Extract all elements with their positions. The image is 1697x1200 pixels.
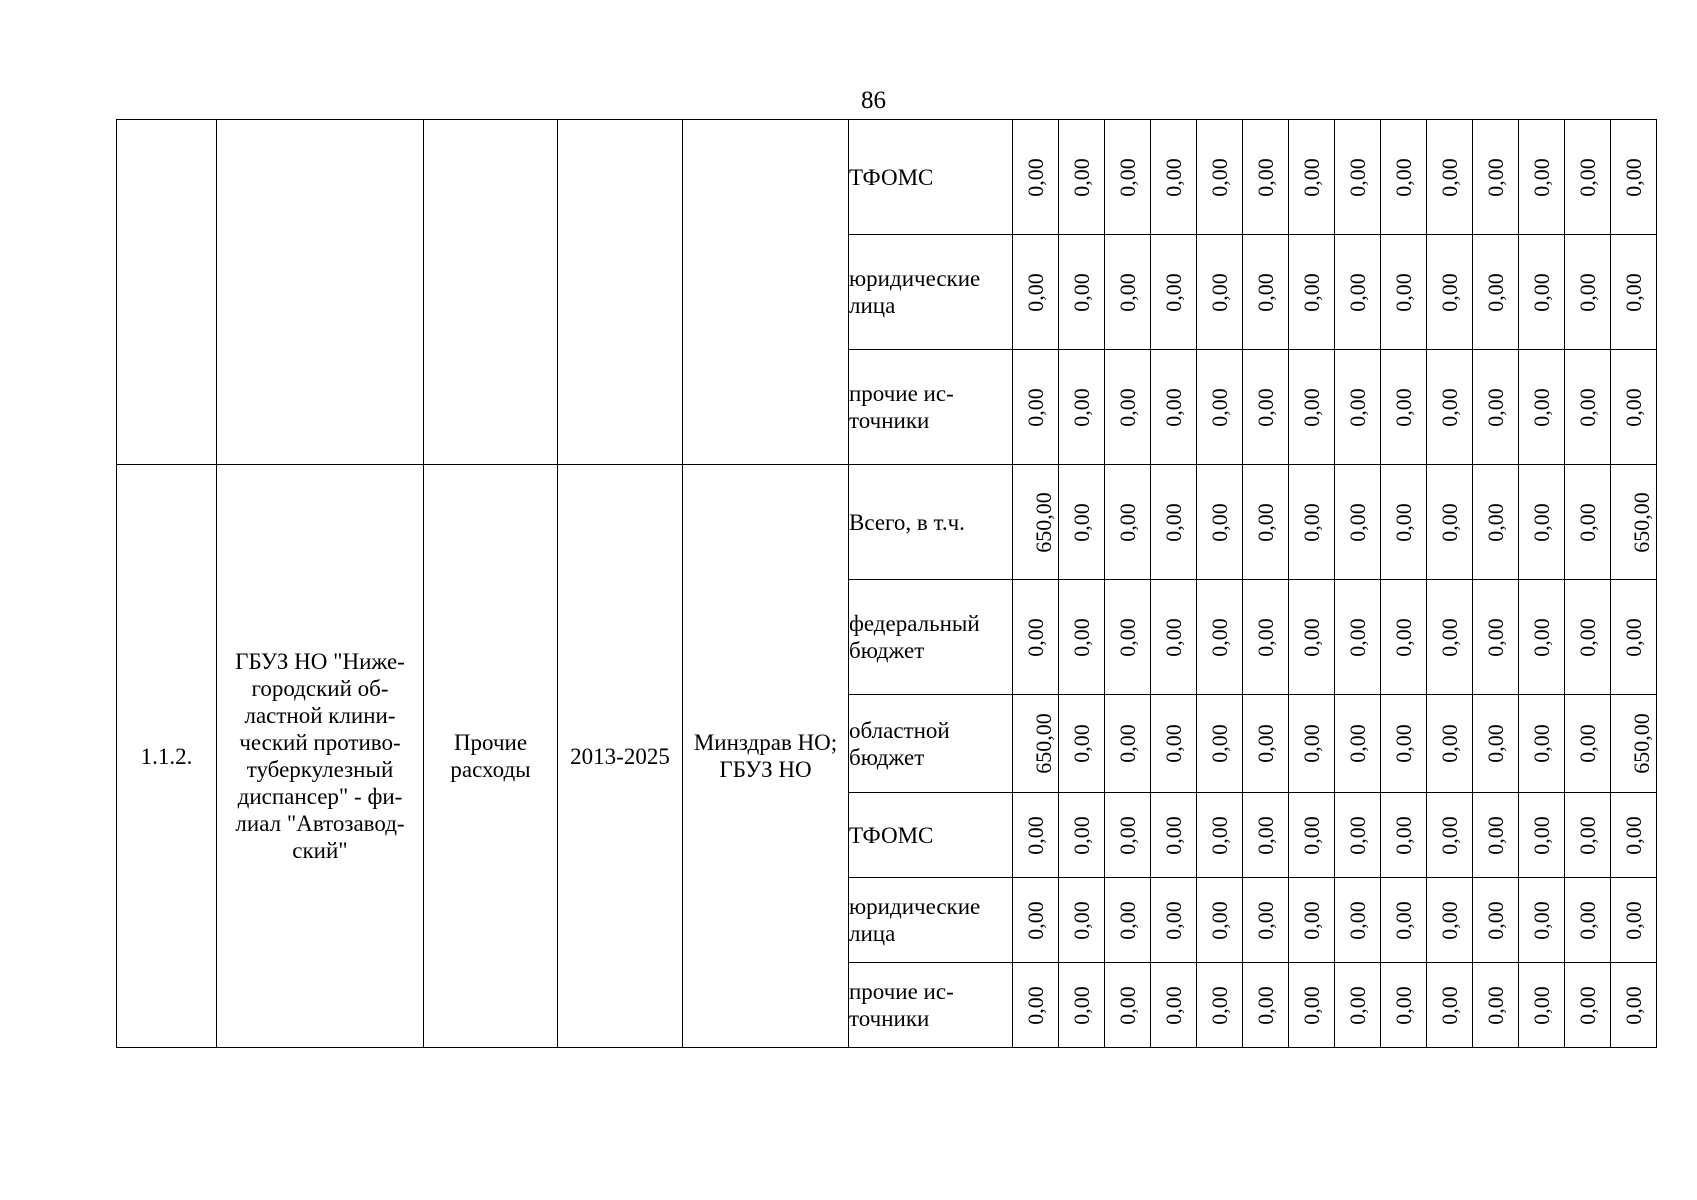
amount-value: 0,00 xyxy=(1621,617,1646,657)
amount-cell xyxy=(1105,350,1151,465)
amount-cell xyxy=(1565,580,1611,695)
amount-cell xyxy=(1381,350,1427,465)
executor-cell: Минздрав НО; ГБУЗ НО xyxy=(683,465,849,1048)
amount-value: 0,00 xyxy=(1299,900,1324,940)
amount-value: 0,00 xyxy=(1437,272,1462,312)
amount-cell xyxy=(1611,350,1657,465)
amount-value: 0,00 xyxy=(1299,985,1324,1025)
amount-cell xyxy=(1519,465,1565,580)
amount-cell xyxy=(1427,350,1473,465)
amount-cell xyxy=(1335,465,1381,580)
amount-cell xyxy=(1473,120,1519,235)
amount-value: 0,00 xyxy=(1437,157,1462,197)
amount-value: 0,00 xyxy=(1391,502,1416,542)
amount-cell xyxy=(1335,350,1381,465)
amount-value: 0,00 xyxy=(1115,724,1140,763)
amount-cell xyxy=(1519,120,1565,235)
amount-cell xyxy=(1013,963,1059,1048)
amount-cell xyxy=(1013,793,1059,878)
amount-value: 0,00 xyxy=(1345,985,1370,1025)
period-cell xyxy=(558,120,683,465)
amount-cell xyxy=(1289,465,1335,580)
amount-value: 0,00 xyxy=(1621,900,1646,940)
amount-cell xyxy=(1427,695,1473,793)
amount-cell xyxy=(1335,695,1381,793)
amount-cell xyxy=(1197,465,1243,580)
amount-value: 0,00 xyxy=(1207,617,1232,657)
amount-cell xyxy=(1059,878,1105,963)
amount-value: 650,00 xyxy=(1628,713,1654,774)
amount-value: 0,00 xyxy=(1345,617,1370,657)
amount-value: 0,00 xyxy=(1437,502,1462,542)
amount-cell xyxy=(1473,793,1519,878)
amount-cell xyxy=(1565,963,1611,1048)
amount-cell xyxy=(1289,878,1335,963)
amount-cell xyxy=(1427,235,1473,350)
amount-cell xyxy=(1565,793,1611,878)
budget-table xyxy=(116,119,1657,1048)
amount-value: 0,00 xyxy=(1575,985,1600,1025)
amount-cell xyxy=(1427,878,1473,963)
amount-value: 0,00 xyxy=(1207,815,1232,855)
amount-value: 0,00 xyxy=(1483,502,1508,542)
amount-value: 0,00 xyxy=(1299,387,1324,427)
amount-cell xyxy=(1289,963,1335,1048)
amount-value: 0,00 xyxy=(1207,985,1232,1025)
amount-cell xyxy=(1105,580,1151,695)
amount-value: 0,00 xyxy=(1023,272,1048,312)
amount-cell xyxy=(1427,465,1473,580)
amount-value: 0,00 xyxy=(1391,272,1416,312)
amount-value: 0,00 xyxy=(1437,724,1462,763)
executor-cell xyxy=(683,120,849,465)
amount-value: 0,00 xyxy=(1023,985,1048,1025)
amount-value: 0,00 xyxy=(1207,900,1232,940)
amount-value: 0,00 xyxy=(1207,387,1232,427)
amount-cell xyxy=(1243,350,1289,465)
amount-cell xyxy=(1473,465,1519,580)
amount-value: 0,00 xyxy=(1345,387,1370,427)
amount-value: 0,00 xyxy=(1069,815,1094,855)
amount-cell xyxy=(1427,793,1473,878)
row-number-cell: 1.1.2. xyxy=(117,465,217,1048)
amount-cell xyxy=(1381,235,1427,350)
amount-cell xyxy=(1197,793,1243,878)
amount-value: 0,00 xyxy=(1391,900,1416,940)
amount-value: 0,00 xyxy=(1575,617,1600,657)
amount-cell xyxy=(1151,120,1197,235)
amount-cell xyxy=(1013,465,1059,580)
amount-value: 0,00 xyxy=(1529,815,1554,855)
amount-cell xyxy=(1243,580,1289,695)
amount-value: 0,00 xyxy=(1483,815,1508,855)
amount-cell xyxy=(1289,695,1335,793)
amount-value: 0,00 xyxy=(1161,502,1186,542)
funding-source-cell: ТФОМС xyxy=(849,120,1013,235)
amount-cell xyxy=(1243,235,1289,350)
amount-cell xyxy=(1059,580,1105,695)
amount-value: 0,00 xyxy=(1621,387,1646,427)
amount-cell xyxy=(1013,120,1059,235)
amount-cell xyxy=(1289,580,1335,695)
amount-cell xyxy=(1473,580,1519,695)
amount-value: 0,00 xyxy=(1069,985,1094,1025)
amount-cell xyxy=(1059,350,1105,465)
amount-value: 0,00 xyxy=(1483,900,1508,940)
amount-value: 0,00 xyxy=(1483,617,1508,657)
amount-cell xyxy=(1013,350,1059,465)
amount-cell xyxy=(1105,963,1151,1048)
amount-value: 0,00 xyxy=(1069,157,1094,197)
amount-value: 0,00 xyxy=(1345,815,1370,855)
amount-cell xyxy=(1565,235,1611,350)
amount-cell xyxy=(1427,963,1473,1048)
amount-value: 0,00 xyxy=(1161,157,1186,197)
amount-cell xyxy=(1105,120,1151,235)
amount-cell xyxy=(1197,235,1243,350)
amount-value: 0,00 xyxy=(1391,724,1416,763)
amount-value: 650,00 xyxy=(1030,713,1056,774)
amount-value: 0,00 xyxy=(1161,387,1186,427)
amount-value: 0,00 xyxy=(1253,502,1278,542)
amount-value: 0,00 xyxy=(1483,157,1508,197)
amount-value: 0,00 xyxy=(1575,272,1600,312)
amount-value: 0,00 xyxy=(1391,985,1416,1025)
amount-value: 0,00 xyxy=(1529,502,1554,542)
amount-cell xyxy=(1611,465,1657,580)
amount-cell xyxy=(1243,793,1289,878)
amount-cell xyxy=(1197,878,1243,963)
amount-cell xyxy=(1473,350,1519,465)
amount-value: 0,00 xyxy=(1069,272,1094,312)
funding-source-cell: федеральный бюджет xyxy=(849,580,1013,695)
amount-cell xyxy=(1105,235,1151,350)
amount-value: 0,00 xyxy=(1621,985,1646,1025)
amount-value: 0,00 xyxy=(1299,502,1324,542)
amount-value: 0,00 xyxy=(1253,900,1278,940)
amount-value: 0,00 xyxy=(1161,272,1186,312)
amount-value: 0,00 xyxy=(1253,272,1278,312)
amount-cell xyxy=(1611,120,1657,235)
amount-cell xyxy=(1427,580,1473,695)
amount-cell xyxy=(1335,793,1381,878)
amount-cell xyxy=(1611,235,1657,350)
amount-cell xyxy=(1197,120,1243,235)
amount-cell xyxy=(1519,878,1565,963)
amount-value: 0,00 xyxy=(1069,502,1094,542)
amount-value: 0,00 xyxy=(1299,272,1324,312)
amount-value: 0,00 xyxy=(1161,900,1186,940)
amount-cell xyxy=(1611,963,1657,1048)
funding-source-cell: Всего, в т.ч. xyxy=(849,465,1013,580)
amount-cell xyxy=(1013,580,1059,695)
amount-value: 0,00 xyxy=(1069,724,1094,763)
amount-value: 0,00 xyxy=(1299,157,1324,197)
amount-cell xyxy=(1565,695,1611,793)
amount-cell xyxy=(1059,120,1105,235)
amount-value: 0,00 xyxy=(1529,724,1554,763)
amount-cell xyxy=(1473,235,1519,350)
amount-cell xyxy=(1059,963,1105,1048)
amount-value: 650,00 xyxy=(1628,491,1654,553)
amount-value: 0,00 xyxy=(1023,157,1048,197)
amount-cell xyxy=(1243,963,1289,1048)
amount-value: 0,00 xyxy=(1069,387,1094,427)
amount-cell xyxy=(1151,235,1197,350)
amount-value: 0,00 xyxy=(1299,617,1324,657)
amount-value: 0,00 xyxy=(1023,387,1048,427)
amount-value: 0,00 xyxy=(1575,815,1600,855)
amount-value: 0,00 xyxy=(1253,617,1278,657)
amount-value: 650,00 xyxy=(1030,491,1056,553)
amount-cell xyxy=(1381,963,1427,1048)
amount-cell xyxy=(1243,120,1289,235)
amount-value: 0,00 xyxy=(1115,985,1140,1025)
amount-cell xyxy=(1105,878,1151,963)
amount-cell xyxy=(1013,878,1059,963)
amount-cell xyxy=(1565,350,1611,465)
amount-cell xyxy=(1565,465,1611,580)
amount-value: 0,00 xyxy=(1253,724,1278,763)
funding-source-cell: прочие ис-точники xyxy=(849,350,1013,465)
amount-cell xyxy=(1335,580,1381,695)
amount-value: 0,00 xyxy=(1345,272,1370,312)
amount-value: 0,00 xyxy=(1391,387,1416,427)
amount-cell xyxy=(1151,793,1197,878)
amount-value: 0,00 xyxy=(1437,617,1462,657)
amount-value: 0,00 xyxy=(1207,157,1232,197)
amount-cell xyxy=(1473,878,1519,963)
table-row xyxy=(117,120,1657,235)
amount-cell xyxy=(1151,350,1197,465)
amount-cell xyxy=(1381,793,1427,878)
amount-value: 0,00 xyxy=(1575,900,1600,940)
amount-cell xyxy=(1611,878,1657,963)
amount-cell xyxy=(1059,235,1105,350)
amount-value: 0,00 xyxy=(1621,272,1646,312)
table-row xyxy=(117,465,1657,580)
amount-value: 0,00 xyxy=(1437,387,1462,427)
amount-value: 0,00 xyxy=(1299,815,1324,855)
amount-cell xyxy=(1565,878,1611,963)
amount-cell xyxy=(1381,465,1427,580)
amount-cell xyxy=(1473,963,1519,1048)
amount-value: 0,00 xyxy=(1575,724,1600,763)
amount-value: 0,00 xyxy=(1391,815,1416,855)
amount-value: 0,00 xyxy=(1529,985,1554,1025)
amount-cell xyxy=(1289,350,1335,465)
amount-value: 0,00 xyxy=(1345,724,1370,763)
amount-value: 0,00 xyxy=(1483,272,1508,312)
amount-value: 0,00 xyxy=(1529,157,1554,197)
amount-cell xyxy=(1289,793,1335,878)
amount-value: 0,00 xyxy=(1437,815,1462,855)
amount-cell xyxy=(1381,580,1427,695)
amount-value: 0,00 xyxy=(1483,387,1508,427)
amount-value: 0,00 xyxy=(1391,157,1416,197)
amount-value: 0,00 xyxy=(1069,617,1094,657)
amount-cell xyxy=(1105,793,1151,878)
amount-value: 0,00 xyxy=(1069,900,1094,940)
amount-cell xyxy=(1105,695,1151,793)
amount-value: 0,00 xyxy=(1115,272,1140,312)
amount-value: 0,00 xyxy=(1529,900,1554,940)
amount-cell xyxy=(1289,235,1335,350)
amount-value: 0,00 xyxy=(1207,724,1232,763)
amount-cell xyxy=(1335,878,1381,963)
row-number-cell xyxy=(117,120,217,465)
amount-cell xyxy=(1059,465,1105,580)
amount-cell xyxy=(1427,120,1473,235)
amount-cell xyxy=(1611,580,1657,695)
funding-source-cell: юридические лица xyxy=(849,878,1013,963)
amount-value: 0,00 xyxy=(1529,387,1554,427)
amount-value: 0,00 xyxy=(1207,272,1232,312)
amount-value: 0,00 xyxy=(1391,617,1416,657)
amount-cell xyxy=(1473,695,1519,793)
amount-cell xyxy=(1381,695,1427,793)
amount-value: 0,00 xyxy=(1529,617,1554,657)
amount-cell xyxy=(1059,695,1105,793)
amount-cell xyxy=(1197,963,1243,1048)
amount-cell xyxy=(1197,580,1243,695)
amount-cell xyxy=(1013,695,1059,793)
amount-value: 0,00 xyxy=(1161,985,1186,1025)
amount-value: 0,00 xyxy=(1621,815,1646,855)
amount-cell xyxy=(1243,695,1289,793)
amount-value: 0,00 xyxy=(1161,815,1186,855)
amount-cell xyxy=(1565,120,1611,235)
period-cell: 2013-2025 xyxy=(558,465,683,1048)
amount-value: 0,00 xyxy=(1483,724,1508,763)
amount-value: 0,00 xyxy=(1115,387,1140,427)
amount-value: 0,00 xyxy=(1161,724,1186,763)
amount-cell xyxy=(1335,235,1381,350)
amount-value: 0,00 xyxy=(1115,815,1140,855)
amount-cell xyxy=(1059,793,1105,878)
funding-source-cell: областной бюджет xyxy=(849,695,1013,793)
institution-name-cell xyxy=(217,120,424,465)
amount-value: 0,00 xyxy=(1023,900,1048,940)
funding-source-cell: прочие ис-точники xyxy=(849,963,1013,1048)
amount-value: 0,00 xyxy=(1115,157,1140,197)
page-number: 86 xyxy=(861,87,886,114)
amount-cell xyxy=(1335,963,1381,1048)
amount-cell xyxy=(1151,465,1197,580)
amount-value: 0,00 xyxy=(1023,815,1048,855)
expense-type-cell: Прочие расходы xyxy=(424,465,558,1048)
amount-value: 0,00 xyxy=(1299,724,1324,763)
amount-value: 0,00 xyxy=(1529,272,1554,312)
amount-value: 0,00 xyxy=(1575,387,1600,427)
amount-cell xyxy=(1243,878,1289,963)
amount-cell xyxy=(1151,878,1197,963)
expense-type-cell xyxy=(424,120,558,465)
amount-cell xyxy=(1151,963,1197,1048)
amount-cell xyxy=(1519,793,1565,878)
amount-value: 0,00 xyxy=(1437,900,1462,940)
amount-cell xyxy=(1519,580,1565,695)
amount-cell xyxy=(1289,120,1335,235)
amount-value: 0,00 xyxy=(1253,815,1278,855)
amount-value: 0,00 xyxy=(1253,387,1278,427)
amount-value: 0,00 xyxy=(1621,157,1646,197)
table-body xyxy=(117,120,1657,1048)
amount-value: 0,00 xyxy=(1575,157,1600,197)
amount-cell xyxy=(1013,235,1059,350)
funding-source-cell: юридические лица xyxy=(849,235,1013,350)
funding-source-cell: ТФОМС xyxy=(849,793,1013,878)
amount-value: 0,00 xyxy=(1345,900,1370,940)
amount-value: 0,00 xyxy=(1207,502,1232,542)
amount-cell xyxy=(1105,465,1151,580)
amount-value: 0,00 xyxy=(1253,985,1278,1025)
amount-cell xyxy=(1151,580,1197,695)
amount-value: 0,00 xyxy=(1345,157,1370,197)
amount-cell xyxy=(1381,120,1427,235)
amount-value: 0,00 xyxy=(1483,985,1508,1025)
amount-value: 0,00 xyxy=(1115,502,1140,542)
amount-value: 0,00 xyxy=(1161,617,1186,657)
amount-value: 0,00 xyxy=(1253,157,1278,197)
amount-value: 0,00 xyxy=(1115,900,1140,940)
amount-cell xyxy=(1335,120,1381,235)
amount-value: 0,00 xyxy=(1023,617,1048,657)
amount-cell xyxy=(1611,695,1657,793)
amount-cell xyxy=(1243,465,1289,580)
amount-cell xyxy=(1519,350,1565,465)
amount-value: 0,00 xyxy=(1575,502,1600,542)
institution-name-cell: ГБУЗ НО "Ниже-городский об-ластной клини-ческий противо-туберкулезный диспансер" - фи-лиал "Автозавод-ский" xyxy=(217,465,424,1048)
amount-cell xyxy=(1197,695,1243,793)
amount-value: 0,00 xyxy=(1115,617,1140,657)
amount-cell xyxy=(1611,793,1657,878)
amount-cell xyxy=(1519,235,1565,350)
amount-value: 0,00 xyxy=(1437,985,1462,1025)
amount-value: 0,00 xyxy=(1345,502,1370,542)
amount-cell xyxy=(1519,963,1565,1048)
amount-cell xyxy=(1197,350,1243,465)
amount-cell xyxy=(1519,695,1565,793)
amount-cell xyxy=(1381,878,1427,963)
amount-cell xyxy=(1151,695,1197,793)
